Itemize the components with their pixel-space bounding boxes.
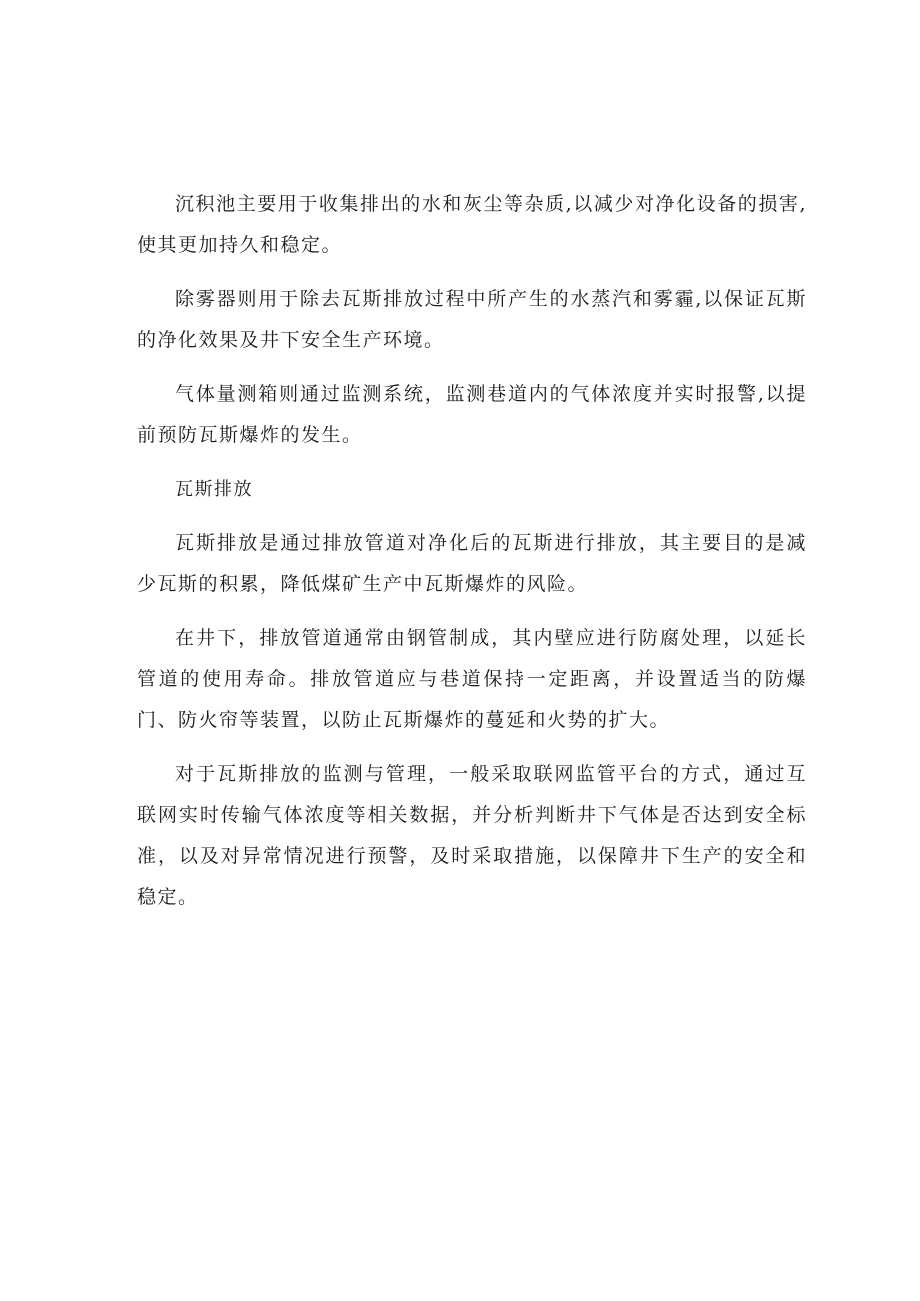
document-body xyxy=(137,184,807,931)
paragraph-sedimentation-tank: 沉积池主要用于收集排出的水和灰尘等杂质,以减少对净化设备的损害,使其更加持久和稳定。 xyxy=(137,193,807,256)
paragraph-gas-measurement-box: 气体量测箱则通过监测系统，监测巷道内的气体浓度并实时报警,以提前预防瓦斯爆炸的发生。 xyxy=(137,383,807,446)
section-heading-gas-discharge: 瓦斯排放 xyxy=(175,479,253,500)
paragraph-discharge-pipe: 在井下，排放管道通常由钢管制成，其内壁应进行防腐处理，以延长管道的使用寿命。排放管道应与巷道保持一定距离，并设置适当的防爆门、防火帘等装置，以防止瓦斯爆炸的蔓延和火势的扩大。 xyxy=(137,627,807,731)
paragraph-monitoring-management: 对于瓦斯排放的监测与管理，一般采取联网监管平台的方式，通过互联网实时传输气体浓度等相关数据，并分析判断井下气体是否达到安全标准，以及对异常情况进行预警，及时采取措施，以保障井下生产的安全和稳定。 xyxy=(137,763,807,908)
paragraph-gas-discharge-purpose: 瓦斯排放是通过排放管道对净化后的瓦斯进行排放，其主要目的是减少瓦斯的积累，降低煤矿生产中瓦斯爆炸的风险。 xyxy=(137,532,807,595)
paragraph-demister: 除雾器则用于除去瓦斯排放过程中所产生的水蒸汽和雾霾,以保证瓦斯的净化效果及井下安全生产环境。 xyxy=(137,288,807,351)
